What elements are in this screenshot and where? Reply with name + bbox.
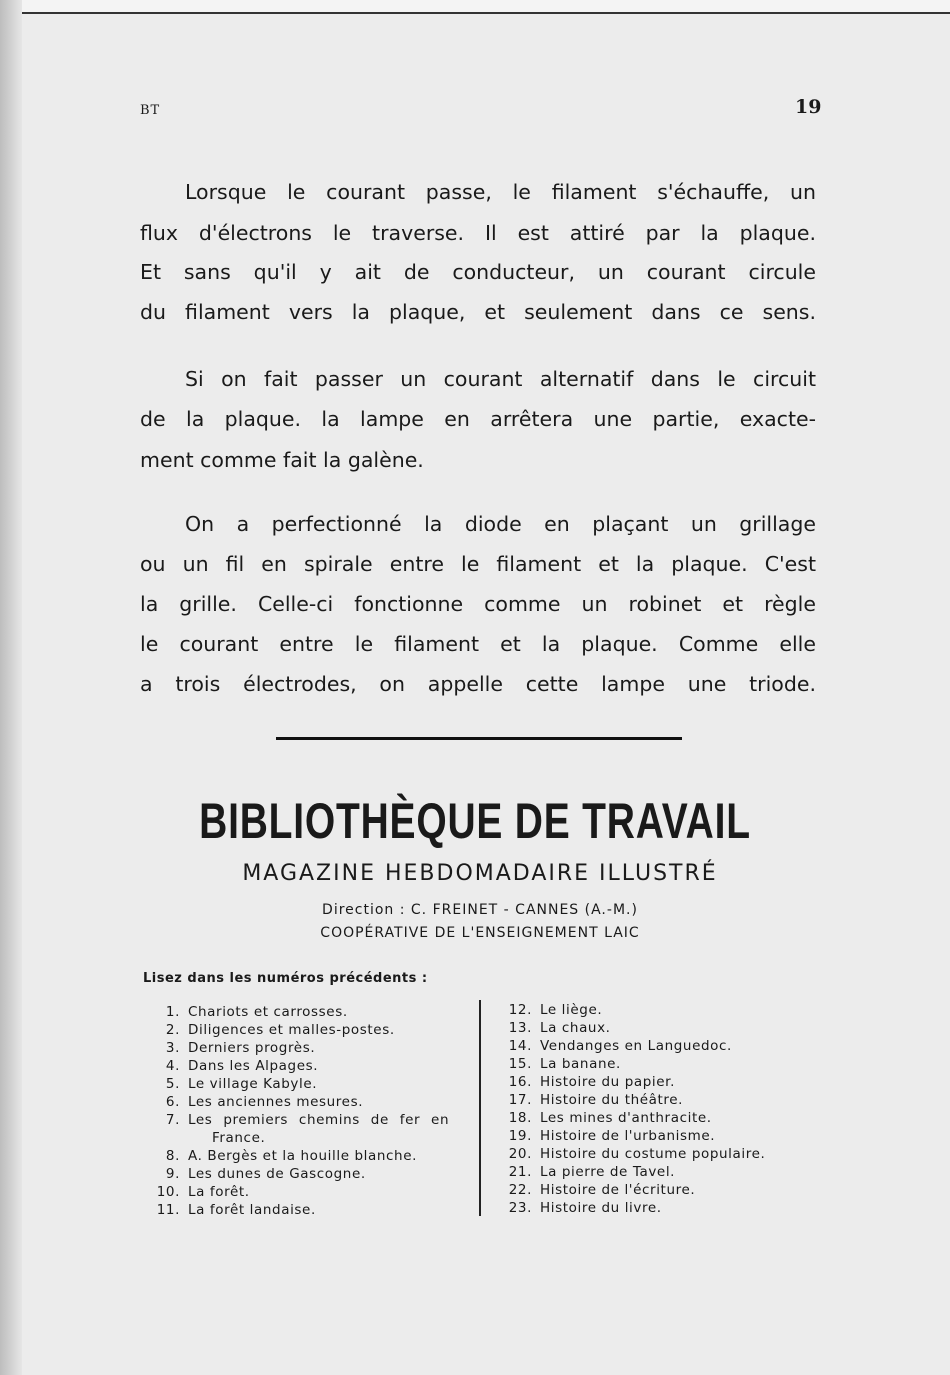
item-number: 4. (165, 1058, 180, 1074)
item-title: Diligences et malles-postes. (188, 1022, 395, 1038)
item-title: Les dunes de Gascogne. (188, 1166, 366, 1182)
list-item (132, 1111, 449, 1129)
item-title: Chariots et carrosses. (188, 1004, 348, 1020)
text-line: la grille. Celle-ci fonctionne comme un robinet et règle (140, 592, 816, 616)
item-number: 9. (165, 1166, 180, 1182)
item-number: 20. (508, 1146, 532, 1162)
list-item (484, 1001, 765, 1019)
item-number: 6. (165, 1094, 180, 1110)
horizontal-rule (276, 737, 682, 740)
item-title: Histoire du livre. (540, 1200, 662, 1216)
item-number: 22. (508, 1182, 532, 1198)
text-line: Lorsque le courant passe, le filament s'échauffe, un (185, 180, 816, 204)
item-number: 5. (165, 1076, 180, 1092)
item-number: 10. (156, 1184, 180, 1200)
item-title: La pierre de Tavel. (540, 1164, 676, 1180)
list-item (132, 1165, 449, 1183)
item-number: 18. (508, 1110, 532, 1126)
item-title: Histoire du costume populaire. (540, 1146, 766, 1162)
item-title: Les premiers chemins de fer en (188, 1112, 450, 1128)
item-title: Les anciennes mesures. (188, 1094, 364, 1110)
list-item-continuation (132, 1129, 449, 1147)
list-item (484, 1091, 765, 1109)
list-item (132, 1003, 449, 1021)
list-item (484, 1199, 765, 1217)
item-number: 16. (508, 1074, 532, 1090)
item-title: Le village Kabyle. (188, 1076, 318, 1092)
item-title: La forêt. (188, 1184, 250, 1200)
item-number: 15. (508, 1056, 532, 1072)
text-line: On a perfectionné la diode en plaçant un grillage (185, 512, 816, 536)
left-issue-list (132, 1003, 449, 1219)
item-number: 17. (508, 1092, 532, 1108)
item-title: Dans les Alpages. (188, 1058, 319, 1074)
list-item (484, 1181, 765, 1199)
item-number: 7. (165, 1112, 180, 1128)
list-item (132, 1147, 449, 1165)
column-divider (479, 1000, 481, 1216)
item-title: La banane. (540, 1056, 621, 1072)
text-line: ment comme fait la galène. (140, 448, 424, 472)
list-item (484, 1073, 765, 1091)
item-title: Vendanges en Languedoc. (540, 1038, 732, 1054)
page-number: 19 (795, 96, 822, 118)
item-title: Histoire du théâtre. (540, 1092, 684, 1108)
list-item (132, 1021, 449, 1039)
item-title: Histoire du papier. (540, 1074, 675, 1090)
binding-gutter (0, 0, 22, 1375)
item-title: Derniers progrès. (188, 1040, 316, 1056)
item-title: La forêt landaise. (188, 1202, 316, 1218)
list-item (484, 1037, 765, 1055)
list-item (132, 1093, 449, 1111)
running-header: BT (140, 103, 161, 118)
list-item (132, 1183, 449, 1201)
item-number: 21. (508, 1164, 532, 1180)
list-item (132, 1057, 449, 1075)
list-item (484, 1109, 765, 1127)
item-number: 19. (508, 1128, 532, 1144)
list-item (132, 1039, 449, 1057)
list-item (484, 1145, 765, 1163)
text-line: Et sans qu'il y ait de conducteur, un courant circule (140, 260, 816, 284)
list-item (132, 1201, 449, 1219)
item-title: A. Bergès et la houille blanche. (188, 1148, 418, 1164)
page-top-edge (0, 0, 950, 14)
item-number: 13. (508, 1020, 532, 1036)
list-item (484, 1019, 765, 1037)
masthead-title: BIBLIOTHÈQUE DE TRAVAIL (199, 793, 751, 849)
list-item (484, 1163, 765, 1181)
item-number: 11. (156, 1202, 180, 1218)
text-line: Si on fait passer un courant alternatif dans le circuit (185, 367, 816, 391)
item-number: 12. (508, 1002, 532, 1018)
masthead-subtitle: MAGAZINE HEBDOMADAIRE ILLUSTRÉ (242, 861, 718, 886)
list-item (484, 1055, 765, 1073)
item-title: Les mines d'anthracite. (540, 1110, 712, 1126)
masthead-cooperative: COOPÉRATIVE DE L'ENSEIGNEMENT LAIC (320, 925, 640, 941)
item-number: 2. (165, 1022, 180, 1038)
text-line: de la plaque. la lampe en arrêtera une partie, exacte- (140, 407, 816, 431)
list-item (484, 1127, 765, 1145)
item-title: Histoire de l'urbanisme. (540, 1128, 716, 1144)
text-line: du filament vers la plaque, et seulement dans ce sens. (140, 300, 816, 324)
item-number: 1. (165, 1004, 180, 1020)
text-line: le courant entre le filament et la plaque. Comme elle (140, 632, 816, 656)
item-number: 3. (165, 1040, 180, 1056)
item-number: 14. (508, 1038, 532, 1054)
text-line: ou un fil en spirale entre le filament et la plaque. C'est (140, 552, 816, 576)
text-line: a trois électrodes, on appelle cette lampe une triode. (140, 672, 816, 696)
list-item (132, 1075, 449, 1093)
item-number: 8. (165, 1148, 180, 1164)
item-title: La chaux. (540, 1020, 611, 1036)
masthead-direction: Direction : C. FREINET - CANNES (A.-M.) (322, 902, 638, 918)
item-title: Histoire de l'écriture. (540, 1182, 696, 1198)
item-title-continued: France. (212, 1130, 266, 1146)
item-number: 23. (508, 1200, 532, 1216)
item-title: Le liège. (540, 1002, 603, 1018)
right-issue-list (484, 1001, 765, 1217)
list-heading: Lisez dans les numéros précédents : (143, 971, 428, 986)
text-line: flux d'électrons le traverse. Il est attiré par la plaque. (140, 221, 816, 245)
